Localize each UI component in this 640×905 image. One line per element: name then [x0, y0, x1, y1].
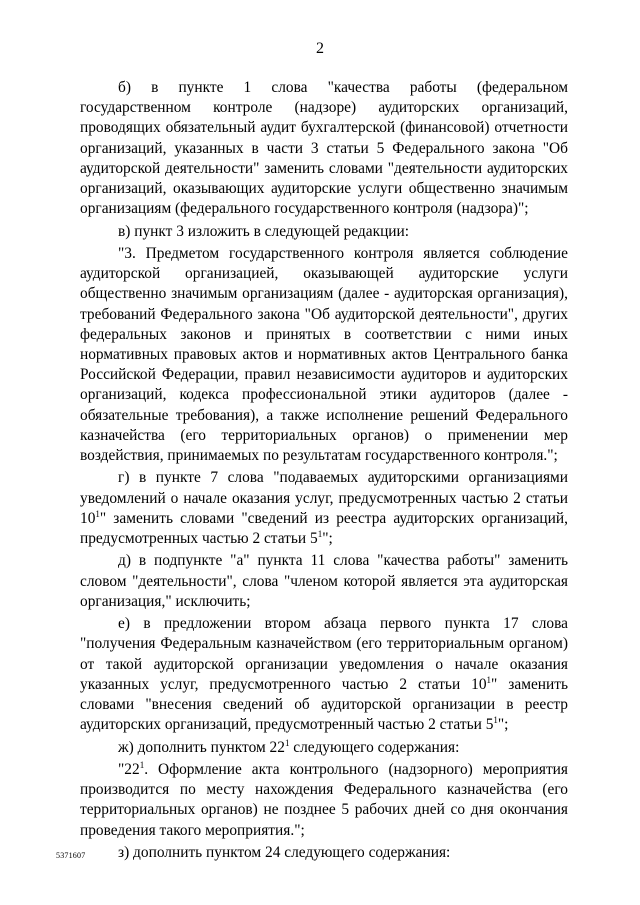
paragraph-text: . Оформление акта контрольного (надзорного) мероприятия производится по месту нахождения Федерального казначейства (его территориальных органов) не позднее 5 рабочих дней со дня окончания проведения такого мероприятия.";	[80, 761, 568, 839]
paragraph	[80, 760, 568, 841]
superscript: 1	[493, 715, 498, 726]
paragraph	[80, 222, 568, 242]
paragraph-text: ";	[322, 530, 333, 548]
paragraph-text: следующего содержания:	[289, 738, 460, 756]
superscript: 1	[139, 760, 145, 771]
paragraph-text: ";	[497, 716, 509, 734]
paragraph-text: ж) дополнить пунктом 22	[118, 738, 285, 756]
paragraph-text: " заменить словами "внесения сведений об аудиторской организации в реестр аудиторских организаций, предусмотренный частью 2 статьи 5	[80, 675, 568, 734]
superscript: 1	[317, 529, 323, 540]
paragraph	[80, 244, 568, 466]
page-number: 2	[316, 40, 324, 57]
paragraph	[80, 78, 568, 219]
paragraph	[80, 551, 568, 612]
document-body	[80, 78, 568, 865]
paragraph	[80, 738, 568, 758]
paragraph-text: д) в подпункте "а" пункта 11 слова "качества работы" заменить словом "деятельности", слова "членом которой является эта аудиторская организация," исключить;	[80, 552, 568, 610]
superscript: 1	[486, 674, 492, 685]
superscript: 1	[284, 737, 290, 748]
paragraph	[80, 843, 568, 863]
paragraph-text: " заменить словами "сведений из реестра аудиторских организаций, предусмотренных частью 2 статьи 5	[80, 509, 568, 548]
paragraph-text: б) в пункте 1 слова "качества работы (федеральном государственном контроле (надзоре) аудиторских организаций, проводящих обязательный аудит бухгалтерской (финансовой) отчетности организаций, указанных в части 3 статьи 5 Федерального закона "Об аудиторской деятельности" заменить словами "деятельности аудиторских организаций, оказывающих аудиторские услуги общественно значимым организациям (федерального государственного контроля (надзора)";	[80, 79, 568, 218]
paragraph	[80, 468, 568, 549]
paragraph-text: з) дополнить пунктом 24 следующего содержания:	[118, 844, 451, 862]
paragraph-text: г) в пункте 7 слова "подаваемых аудиторскими организациями уведомлений о начале оказания услуг, предусмотренных частью 2 статьи 10	[80, 469, 568, 527]
paragraph-text: е) в предложении втором абзаца первого пункта 17 слова "получения Федеральным казначейством (его территориальным органом) от такой аудиторской организации уведомления о начале оказания указанных услуг, предусмотренного частью 2 статьи 10	[80, 615, 568, 693]
paragraph-text: "22	[118, 761, 140, 779]
superscript: 1	[95, 508, 100, 519]
paragraph-text: в) пункт 3 изложить в следующей редакции:	[118, 222, 410, 240]
paragraph	[80, 614, 568, 735]
paragraph-text: "3. Предметом государственного контроля является соблюдение аудиторской организацией, оказывающей аудиторские услуги общественно значимым организациям (далее - аудиторская организация), требований Федерального закона "Об аудиторской деятельности", других федеральных законов и принятых в соответствии с ними иных нормативных правовых актов и нормативных актов Центрального банка Российской Федерации, правил независимости аудиторов и аудиторских организаций, кодекса профессиональной этики аудиторов (далее - обязательные требования), а также исполнение решений Федерального казначейства (его территориальных органов) о применении мер воздействия, принимаемых по результатам государственного контроля.";	[80, 245, 568, 465]
document-code: 5371607	[56, 851, 86, 860]
